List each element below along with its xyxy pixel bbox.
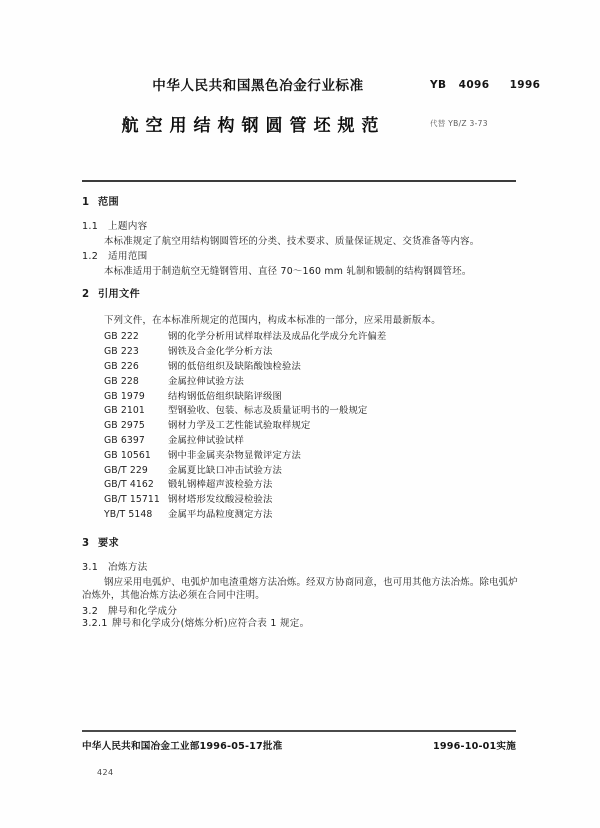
subsection-number-3-1: 3.1 [82,562,99,574]
reference-code: YB/T 5148 [104,509,153,521]
clause-text-3-2-1: 牌号和化学成分(熔炼分析)应符合表 1 规定。 [112,618,310,630]
reference-name: 钢铁及合金化学分析方法 [168,346,273,358]
list-item [104,420,518,432]
reference-name: 钢中非金属夹杂物显微评定方法 [168,449,301,461]
references-intro-text: 下列文件，在本标准所规定的范围内，构成本标准的一部分，应采用最新版本。 [104,314,441,326]
section-heading-requirements [82,539,518,549]
reference-name: 金属拉伸试验方法 [168,375,244,387]
reference-name: 金属夏比缺口冲击试验方法 [168,464,282,476]
subsection-heading-smelting [82,563,518,573]
standard-number: 4096 [458,79,490,91]
subsection-text-1-2: 本标准适用于制造航空无缝钢管用、直径 70～160 mm 轧制和锻制的结构钢圆管坯。 [104,266,472,278]
standard-designation [430,79,540,91]
subsection-number-1-1: 1.1 [82,221,99,233]
standard-replaces-note: 代替 YB/Z 3-73 [430,119,488,128]
reference-code: GB 222 [104,331,139,343]
section-number-2: 2 [82,288,90,300]
subsection-heading-application [82,252,518,262]
approval-statement: 中华人民共和国冶金工业部1996-05-17批准 [82,741,283,752]
subsection-number-3-2: 3.2 [82,605,99,617]
section-number-3: 3 [82,537,90,549]
reference-code: GB 223 [104,346,139,358]
header-divider-rule [82,180,516,182]
subsection-title-3-2: 牌号和化学成分 [108,605,178,617]
issuing-organization: 中华人民共和国黑色冶金行业标准 [152,78,364,94]
reference-code: GB 2101 [104,405,145,417]
subsection-heading-composition [82,607,518,617]
subsection-title-3-1: 冶炼方法 [108,562,148,574]
list-item [104,494,518,506]
list-item [104,450,518,462]
list-item [104,376,518,388]
reference-name: 结构钢低倍组织缺陷评级图 [168,390,282,402]
document-body [82,198,518,632]
list-item [104,331,518,343]
list-item [104,435,518,447]
subsection-text-1-1: 本标准规定了航空用结构钢圆管坯的分类、技术要求、质量保证规定、交货准备等内容。 [104,235,480,247]
reference-name: 钢材塔形发纹酸浸检验法 [168,494,273,506]
standard-prefix: YB [430,79,447,91]
list-item [104,509,518,521]
subsection-text-3-1: 钢应采用电弧炉、电弧炉加电渣重熔方法冶炼。经双方协商同意，也可用其他方法冶炼。除电弧炉冶炼外，其他冶炼方法必须在合同中注明。 [82,576,518,602]
section-heading-scope [82,198,518,208]
list-item [104,405,518,417]
footer-divider-rule [82,730,516,732]
clause-3-2-1 [82,619,518,629]
document-masthead [0,78,600,170]
list-item [104,346,518,358]
reference-code: GB 6397 [104,435,145,447]
reference-name: 金属拉伸试验试样 [168,435,244,447]
implementation-date: 1996-10-01实施 [433,741,516,752]
reference-code: GB 226 [104,361,139,373]
list-item [104,391,518,403]
subsection-title-1-2: 适用范围 [108,251,148,263]
reference-name: 钢的低倍组织及缺陷酸蚀检验法 [168,361,301,373]
reference-code: GB/T 4162 [104,479,154,491]
reference-code: GB 10561 [104,449,151,461]
list-item [104,479,518,491]
reference-code: GB 228 [104,375,139,387]
reference-code: GB/T 229 [104,464,148,476]
page-number: 424 [97,768,114,777]
reference-code: GB 1979 [104,390,145,402]
list-item [104,465,518,477]
reference-name: 金属平均晶粒度测定方法 [168,509,273,521]
page-title: 航空用结构钢圆管坯规范 [121,116,386,136]
reference-name: 钢的化学分析用试样取样法及成品化学成分允许偏差 [168,331,387,343]
reference-name: 锻轧钢棒超声波检验方法 [168,479,273,491]
clause-number-3-2-1: 3.2.1 [82,618,108,630]
reference-code: GB 2975 [104,420,145,432]
subsection-title-1-1: 上题内容 [108,221,148,233]
section-title-1: 范围 [98,197,119,208]
section-title-3: 要求 [98,537,119,549]
list-item [104,361,518,373]
subsection-number-1-2: 1.2 [82,251,99,263]
section-title-2: 引用文件 [98,288,140,300]
reference-name: 型钢验收、包装、标志及质量证明书的一般规定 [168,405,368,417]
reference-standards-list [82,331,518,520]
reference-code: GB/T 15711 [104,494,160,506]
reference-name: 钢材力学及工艺性能试验取样规定 [168,420,311,432]
subsection-heading-subject [82,222,518,232]
section-number-1: 1 [82,197,90,208]
standard-year: 1996 [509,79,541,91]
section-heading-references [82,290,518,300]
